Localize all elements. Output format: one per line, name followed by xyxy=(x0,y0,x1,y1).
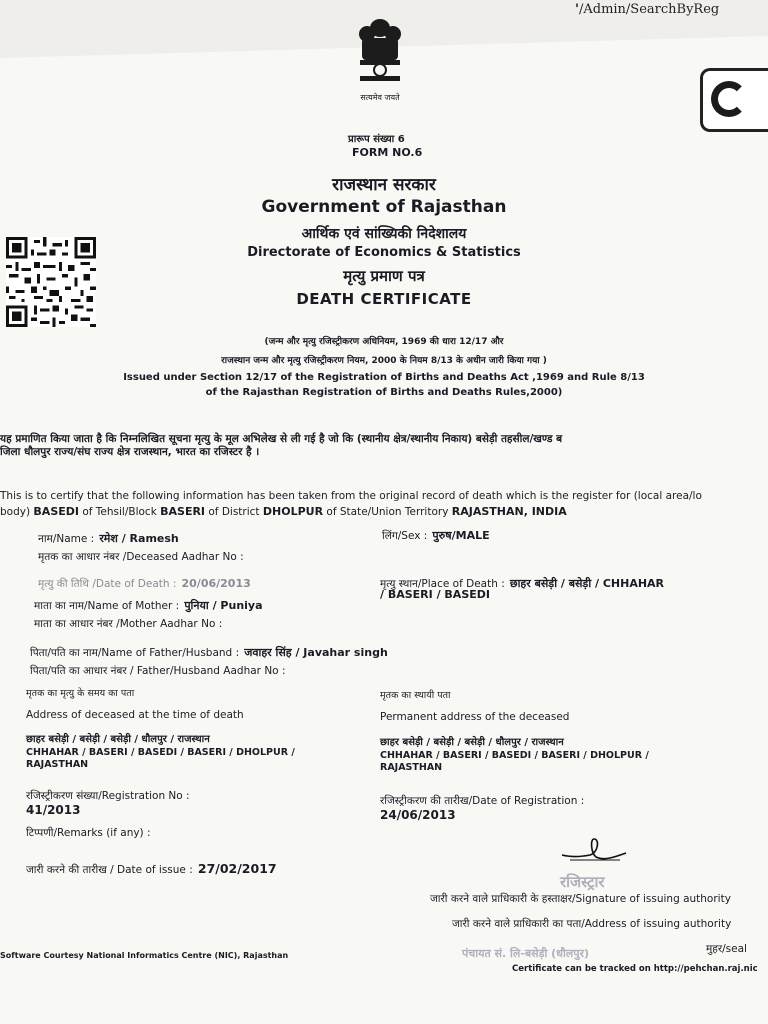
father-name-row xyxy=(30,641,388,660)
state-label: of State/Union Territory xyxy=(326,506,449,518)
issue-date-value: 27/02/2017 xyxy=(197,861,277,876)
deceased-aadhar-label: मृतक का आधार नंबर /Deceased Aadhar No : xyxy=(38,551,244,563)
date-of-death-row xyxy=(38,572,251,591)
permanent-address-english-1: CHHAHAR / BASERI / BASEDI / BASERI / DHOLPUR / xyxy=(380,750,649,761)
date-of-death-label: मृत्यु की तिथि /Date of Death : xyxy=(38,578,177,590)
document-title: DEATH CERTIFICATE xyxy=(296,290,472,308)
sex-value: पुरुष/MALE xyxy=(432,529,490,542)
registration-number-label: रजिस्ट्रीकरण संख्या/Registration No : xyxy=(26,790,190,802)
form-number: FORM NO.6 xyxy=(352,146,423,159)
registration-date-value: 24/06/2013 xyxy=(380,808,456,822)
signature-authority-label: जारी करने वाले प्राधिकारी के हस्ताक्षर/Signature of issuing authority xyxy=(430,893,731,905)
stamp-line-3: पंचायत सं. लि-बसेड़ी (धौलपुर) xyxy=(462,947,590,960)
name-row xyxy=(38,527,179,546)
certify-text-hindi-1: यह प्रमाणित किया जाता है कि निम्नलिखित सूचना मृत्यु के मूल अभिलेख से ली गई है जो कि (स्थानीय क्षेत्र/स्थानीय निकाय) बसेड़ी तहसील/खण्ड ब xyxy=(0,433,563,445)
death-address-english-1: CHHAHAR / BASERI / BASEDI / BASERI / DHOLPUR / xyxy=(26,747,295,758)
state-value: RAJASTHAN, INDIA xyxy=(451,505,567,518)
sex-label: लिंग/Sex : xyxy=(382,530,428,542)
death-address-hindi-label: मृतक का मृत्यु के समय का पता xyxy=(26,688,135,699)
tehsil-label: of Tehsil/Block xyxy=(82,506,157,518)
act-reference-english-2: of the Rajasthan Registration of Births and Deaths Rules,2000) xyxy=(205,387,563,398)
sex-row xyxy=(382,524,490,543)
death-address-label: Address of deceased at the time of death xyxy=(26,709,244,721)
permanent-address-label: Permanent address of the deceased xyxy=(380,711,570,723)
death-address-hindi-value: छाहर बसेड़ी / बसेड़ी / बसेड़ी / धौलपुर / राजस्थान xyxy=(26,734,210,745)
mother-name-value: पुनिया / Puniya xyxy=(184,599,263,612)
mother-name-label: माता का नाम/Name of Mother : xyxy=(34,600,180,612)
act-reference-english-1: Issued under Section 12/17 of the Registration of Births and Deaths Act ,1969 and Rule 8/13 xyxy=(123,372,645,383)
act-reference-hindi-2: राजस्थान जन्म और मृत्यु रजिस्ट्रीकरण नियम, 2000 के नियम 8/13 के अधीन जारी किया गया ) xyxy=(221,356,547,366)
stamp-line-1: रजिस्ट्रार xyxy=(560,873,605,891)
directorate-hindi: आर्थिक एवं सांख्यिकी निदेशालय xyxy=(301,226,467,242)
government-title: Government of Rajasthan xyxy=(261,197,507,217)
issue-date-row xyxy=(26,858,277,877)
registration-date-label: रजिस्ट्रीकरण की तारीख/Date of Registration : xyxy=(380,795,585,807)
emblem-motto: सत्यमेव जयते xyxy=(360,93,400,102)
national-emblem-icon xyxy=(350,16,410,108)
certify-text-english-1: This is to certify that the following information has been taken from the original record of death which is the register for (local area/lo xyxy=(0,490,702,502)
pehchan-logo-icon xyxy=(711,81,747,117)
father-aadhar-label: पिता/पति का आधार नंबर / Father/Husband Aadhar No : xyxy=(30,665,286,677)
registration-number-value: 41/2013 xyxy=(26,803,81,817)
mother-name-row xyxy=(34,594,263,613)
signature-icon xyxy=(560,833,630,867)
place-of-death-label: मृत्यु स्थान/Place of Death : xyxy=(380,578,505,590)
place-of-death-value-1: छाहर बसेड़ी / बसेड़ी / CHHAHAR xyxy=(509,577,665,590)
certify-text-hindi-2: जिला धौलपुर राज्य/संघ राज्य क्षेत्र राजस्थान, भारत का रजिस्टर है । xyxy=(0,446,260,458)
url-fragment: '/Admin/SearchByReg xyxy=(575,2,720,17)
name-value: रमेश / Ramesh xyxy=(99,532,179,545)
father-name-label: पिता/पति का नाम/Name of Father/Husband : xyxy=(30,647,240,659)
footer-software-credit: Software Courtesy National Informatics Centre (NIC), Rajasthan xyxy=(0,951,289,960)
form-number-hindi: प्रारूप संख्या 6 xyxy=(348,134,405,145)
death-address-english-2: RAJASTHAN xyxy=(26,759,89,770)
address-authority-label: जारी करने वाले प्राधिकारी का पता/Address of issuing authority xyxy=(452,918,732,930)
government-title-hindi: राजस्थान सरकार xyxy=(332,175,436,195)
directorate: Directorate of Economics & Statistics xyxy=(247,245,521,260)
permanent-address-english-2: RAJASTHAN xyxy=(380,762,443,773)
pehchan-logo xyxy=(700,68,768,132)
act-reference-hindi-1: (जन्म और मृत्यु रजिस्ट्रीकरण अधिनियम, 1969 की धारा 12/17 और xyxy=(264,337,504,347)
document-title-hindi: मृत्यु प्रमाण पत्र xyxy=(343,267,425,285)
district-label: of District xyxy=(208,506,260,518)
name-label: नाम/Name : xyxy=(38,533,95,545)
permanent-address-hindi-label: मृतक का स्थायी पता xyxy=(380,690,451,701)
district-value: DHOLPUR xyxy=(262,505,324,518)
seal-label: मुहर/seal xyxy=(706,943,747,955)
local-body-value: BASEDI xyxy=(33,505,79,518)
issue-date-label: जारी करने की तारीख / Date of issue : xyxy=(26,864,193,876)
date-of-death-value: 20/06/2013 xyxy=(181,577,251,590)
certify-text-english-2 xyxy=(0,505,567,518)
mother-aadhar-label: माता का आधार नंबर /Mother Aadhar No : xyxy=(34,618,223,630)
footer-tracking-url: Certificate can be tracked on http://pehchan.raj.nic xyxy=(512,964,758,974)
remarks-label: टिप्पणी/Remarks (if any) : xyxy=(26,827,151,839)
certify-body-prefix: body) xyxy=(0,506,31,518)
father-name-value: जवाहर सिंह / Javahar singh xyxy=(244,646,388,659)
place-of-death-value-2: / BASERI / BASEDI xyxy=(380,588,490,601)
tehsil-value: BASERI xyxy=(160,505,206,518)
permanent-address-hindi-value: छाहर बसेड़ी / बसेड़ी / बसेड़ी / धौलपुर / राजस्थान xyxy=(380,737,564,748)
